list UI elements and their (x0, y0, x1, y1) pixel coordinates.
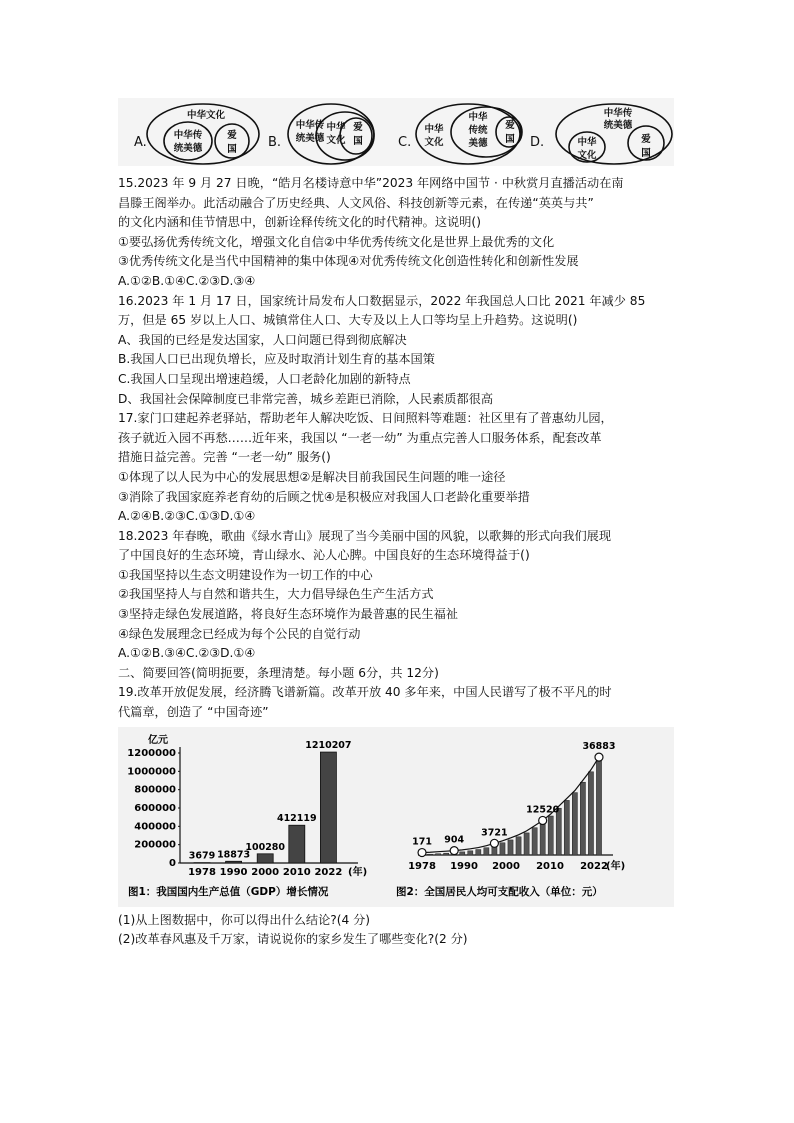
chart1-xtick: 2010 (282, 866, 311, 878)
section-2 (118, 664, 674, 723)
chart2-xtick: 2022 (580, 860, 608, 872)
chart2-bar (596, 759, 601, 855)
venn-d-inner-label-1: 爱 (641, 134, 651, 145)
q16-option-b: B.我国人口已出现负增长，应及时取消计划生育的基本国策 (118, 352, 435, 367)
chart2-marker (595, 753, 603, 761)
chart2-bar (524, 833, 529, 855)
chart2-title: 图2：全国居民人均可支配收入（单位：元） (396, 885, 603, 898)
chart2-xunit: (年) (606, 860, 626, 872)
chart1-ytick: 200000 (134, 839, 176, 851)
chart2-bar (540, 822, 545, 855)
chart1-ytick: 0 (169, 857, 176, 869)
option-b-letter: B. (268, 135, 282, 150)
venn-b-outer-label-2: 统美德 (295, 133, 325, 144)
q15-line: 的文化内涵和佳节情思中，创新诠释传统文化的时代精神。这说明() (118, 215, 481, 230)
q16-option-d: D、我国社会保障制度已非常完善，城乡差距已消除，人民素质都很高 (118, 391, 494, 406)
chart1-data-label: 3679 (188, 850, 216, 862)
venn-c-mid-label-1: 中华 (468, 112, 488, 123)
q17-line: ①体现了以人民为中心的发展思想②是解决目前我国民生问题的唯一途径 (118, 469, 506, 484)
q18-line: ④绿色发展理念已经成为每个公民的自觉行动 (118, 626, 361, 641)
venn-a-inner-label-1: 爱 (227, 130, 237, 141)
chart2-bar (500, 842, 505, 854)
chart1-bar (226, 861, 242, 863)
exam-page (118, 98, 674, 950)
q17-line: 孩子就近入园不再愁……近年来，我国以 “一老一幼” 为重点完善人口服务体系，配套改革 (118, 430, 602, 445)
q15-line: 15.2023 年 9 月 27 日晚，“皓月名楼诗意中华”2023 年网络中国节 · 中秋赏月直播活动在南 (118, 176, 624, 190)
q18-line: 了中国良好的生态环境，青山绿水、沁人心脾。中国良好的生态环境得益于() (118, 548, 530, 563)
chart1-ytick: 1000000 (127, 765, 176, 777)
q15-line: ①要弘扬优秀传统文化，增强文化自信②中华优秀传统文化是世界上最优秀的文化 (118, 234, 555, 249)
question-16 (118, 292, 674, 410)
q16-line: 万，但是 65 岁以上人口、城镇常住人口、大专及以上人口等均呈上升趋势。这说明() (118, 313, 578, 328)
chart1-ytick: 600000 (134, 802, 176, 814)
chart1-title: 图1：我国国内生产总值（GDP）增长情况 (128, 885, 329, 898)
sub-questions (118, 911, 674, 950)
venn-a-outer-label: 中华文化 (186, 110, 226, 121)
venn-a-inner-label-2: 国 (227, 144, 237, 155)
chart2-marker (450, 846, 458, 854)
chart1-ytick: 400000 (134, 820, 176, 832)
venn-c-mid-label-3: 美德 (468, 138, 488, 149)
venn-b-outer-label-1: 中华传 (295, 120, 325, 131)
option-a-letter: A. (134, 135, 147, 150)
venn-d-mid-label-2: 文化 (577, 150, 597, 161)
q17-line: 措施日益完善。完善 “一老一幼” 服务() (118, 450, 331, 465)
charts-figure (118, 727, 674, 907)
venn-c-mid-label-2: 传统 (468, 125, 488, 136)
q17-options: A.②④B.②③C.①③D.①④ (118, 509, 256, 524)
chart2-xtick: 1978 (408, 860, 436, 872)
chart2-bar (484, 847, 489, 854)
chart1-data-label: 100280 (245, 841, 286, 853)
q18-line: ②我国坚持人与自然和谐共生，大力倡导绿色生产生活方式 (118, 587, 434, 602)
q18-line: ①我国坚持以生态文明建设作为一切工作的中心 (118, 567, 373, 582)
venn-d-outer-label-1: 中华传 (603, 108, 633, 119)
chart2-xtick: 1990 (450, 860, 478, 872)
chart1-xtick: 2022 (314, 866, 343, 878)
venn-b-inner-label-1: 爱 (353, 122, 363, 133)
venn-a-mid-label-2: 统美德 (173, 143, 203, 154)
chart2-bar (468, 850, 473, 854)
sub-question-1: (1)从上图数据中，你可以得出什么结论?(4 分) (118, 912, 371, 927)
venn-a-mid (164, 122, 212, 160)
chart1-ylabel: 亿元 (148, 734, 168, 746)
chart2-data-label: 3721 (481, 826, 508, 838)
chart2-xtick: 2010 (536, 860, 564, 872)
q16-option-a: A、我国的已经是发达国家，人口问题已得到彻底解决 (118, 332, 407, 347)
chart1-data-label: 1210207 (305, 739, 352, 751)
chart2-marker (490, 839, 498, 847)
chart2-data-label: 904 (444, 834, 465, 846)
q15-options: A.①②B.①④C.②③D.③④ (118, 273, 256, 288)
option-d-letter: D. (530, 135, 545, 150)
q15-line: 昌滕王阁举办。此活动融合了历史经典、人文风俗、科技创新等元素，在传递“英英与共” (118, 195, 594, 210)
chart2-bar (532, 827, 537, 854)
venn-diagrams (118, 98, 674, 166)
venn-d-inner-label-2: 国 (641, 148, 651, 159)
chart1-bar (320, 752, 336, 863)
chart1-ytick: 800000 (134, 784, 176, 796)
chart2-bar (444, 853, 449, 855)
question-17 (118, 409, 674, 527)
chart2-bar (516, 836, 521, 854)
chart2-bar (580, 782, 585, 855)
charts-svg (118, 727, 674, 907)
chart2-bar (588, 771, 593, 854)
venn-b-mid-label-1: 中华 (326, 122, 346, 133)
chart2-bar (572, 792, 577, 854)
question-18 (118, 527, 674, 664)
venn-b-inner-label-2: 国 (353, 136, 363, 147)
chart1-xtick: 2000 (251, 866, 280, 878)
chart1-data-label: 412119 (276, 812, 317, 824)
venn-c-inner-label-2: 国 (505, 134, 515, 145)
chart2-marker (418, 848, 426, 856)
chart2-bar (508, 840, 513, 855)
section-2-heading: 二、简要回答(简明扼要，条理清楚。每小题 6分，共 12分) (118, 665, 439, 680)
chart1-xunit: (年) (348, 866, 368, 878)
chart2-bar (548, 816, 553, 855)
q18-line: ③坚持走绿色发展道路，将良好生态环境作为最普惠的民生福祉 (118, 607, 458, 622)
chart1-bar (289, 825, 305, 863)
chart2-bar (476, 849, 481, 854)
q18-options: A.①②B.③④C.②③D.①④ (118, 646, 256, 661)
chart2-xtick: 2000 (492, 860, 520, 872)
chart2-data-label: 12520 (526, 804, 560, 816)
venn-d-outer-label-2: 统美德 (603, 120, 633, 131)
venn-b-mid-label-2: 文化 (326, 135, 346, 146)
q16-line: 16.2023 年 1 月 17 日，国家统计局发布人口数据显示，2022 年我国总人口比 2021 年减少 85 (118, 293, 646, 308)
chart2-data-label: 36883 (582, 740, 616, 752)
venn-c-outer-label-1: 中华 (424, 124, 444, 135)
chart2-bar (564, 800, 569, 855)
chart1-bar (257, 853, 273, 862)
chart2-marker (539, 816, 547, 824)
chart1-xtick: 1990 (219, 866, 248, 878)
venn-a-mid-label-1: 中华传 (173, 130, 203, 141)
chart1-ytick: 1200000 (127, 747, 176, 759)
venn-c-outer-label-2: 文化 (424, 137, 444, 148)
sub-question-2: (2)改革春风惠及千万家，请说说你的家乡发生了哪些变化?(2 分) (118, 932, 468, 947)
q17-line: 17.家门口建起养老驿站，帮助老年人解决吃饭、日间照料等难题：社区里有了普惠幼儿园， (118, 411, 613, 426)
q19-line: 19.改革开放促发展，经济腾飞谱新篇。改革开放 40 多年来，中国人民谱写了极不平凡的时 (118, 685, 612, 700)
venn-options (118, 98, 674, 166)
chart2-bar (436, 853, 441, 854)
venn-d-mid-label-1: 中华 (577, 137, 597, 148)
question-15 (118, 174, 674, 292)
chart2-bar (460, 852, 465, 855)
q17-line: ③消除了我国家庭养老育幼的后顾之忧④是积极应对我国人口老龄化重要举措 (118, 489, 530, 504)
q18-line: 18.2023 年春晚，歌曲《绿水青山》展现了当今美丽中国的风貌，以歌舞的形式向我们展现 (118, 528, 612, 543)
option-c-letter: C. (398, 135, 412, 150)
chart1-data-label: 18873 (217, 848, 251, 860)
chart2-bar (427, 854, 432, 855)
chart1-xtick: 1978 (188, 866, 216, 878)
q16-option-c: C.我国人口呈现出增速趋缓，人口老龄化加剧的新特点 (118, 371, 411, 386)
q19-line: 代篇章，创造了 “中国奇迹” (118, 705, 269, 720)
chart2-data-label: 171 (412, 836, 432, 848)
q15-line: ③优秀传统文化是当代中国精神的集中体现④对优秀传统文化创造性转化和创新性发展 (118, 254, 579, 269)
venn-c-inner-label-1: 爱 (505, 120, 515, 131)
